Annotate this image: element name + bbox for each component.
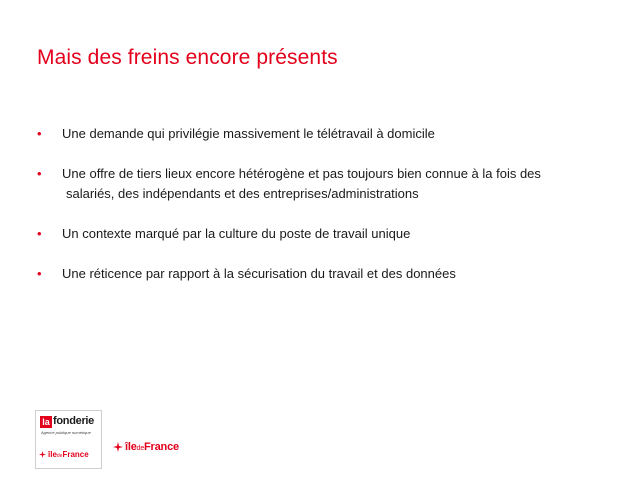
ile-de-france-small-logo	[39, 450, 89, 462]
star-icon	[113, 442, 123, 452]
bullet-item	[37, 164, 617, 204]
idf-de: de	[136, 445, 145, 452]
ile-de-france-logo	[113, 441, 179, 453]
bullet-list	[37, 124, 617, 284]
idf-small-de: de	[56, 453, 63, 459]
bullet-item	[37, 224, 617, 244]
partner-logo-box	[35, 410, 102, 469]
bullet-text: Une réticence par rapport à la sécurisation du travail et des données	[62, 266, 456, 281]
la-fonderie-wordmark: fonderie	[53, 415, 94, 427]
star-icon	[39, 451, 46, 458]
bullet-item	[37, 124, 617, 144]
bullet-text-continuation: salariés, des indépendants et des entreprises/administrations	[66, 186, 419, 201]
bullet-marker: •	[37, 266, 42, 281]
la-fonderie-logo	[40, 416, 98, 440]
bullet-item	[37, 264, 617, 284]
slide-title: Mais des freins encore présents	[37, 46, 338, 69]
bullet-marker: •	[37, 226, 42, 241]
la-fonderie-mark: la	[40, 416, 52, 428]
idf-small-france: France	[62, 450, 89, 459]
la-fonderie-tagline: Agence publique numérique	[41, 430, 91, 435]
idf-small-ile: île	[48, 450, 57, 459]
idf-france: France	[144, 441, 179, 453]
idf-ile: île	[125, 441, 137, 453]
bullet-marker: •	[37, 126, 42, 141]
bullet-text: Une demande qui privilégie massivement le télétravail à domicile	[62, 126, 435, 141]
bullet-text: Une offre de tiers lieux encore hétérogène et pas toujours bien connue à la fois des	[62, 166, 541, 181]
bullet-marker: •	[37, 166, 42, 181]
bullet-text: Un contexte marqué par la culture du poste de travail unique	[62, 226, 411, 241]
